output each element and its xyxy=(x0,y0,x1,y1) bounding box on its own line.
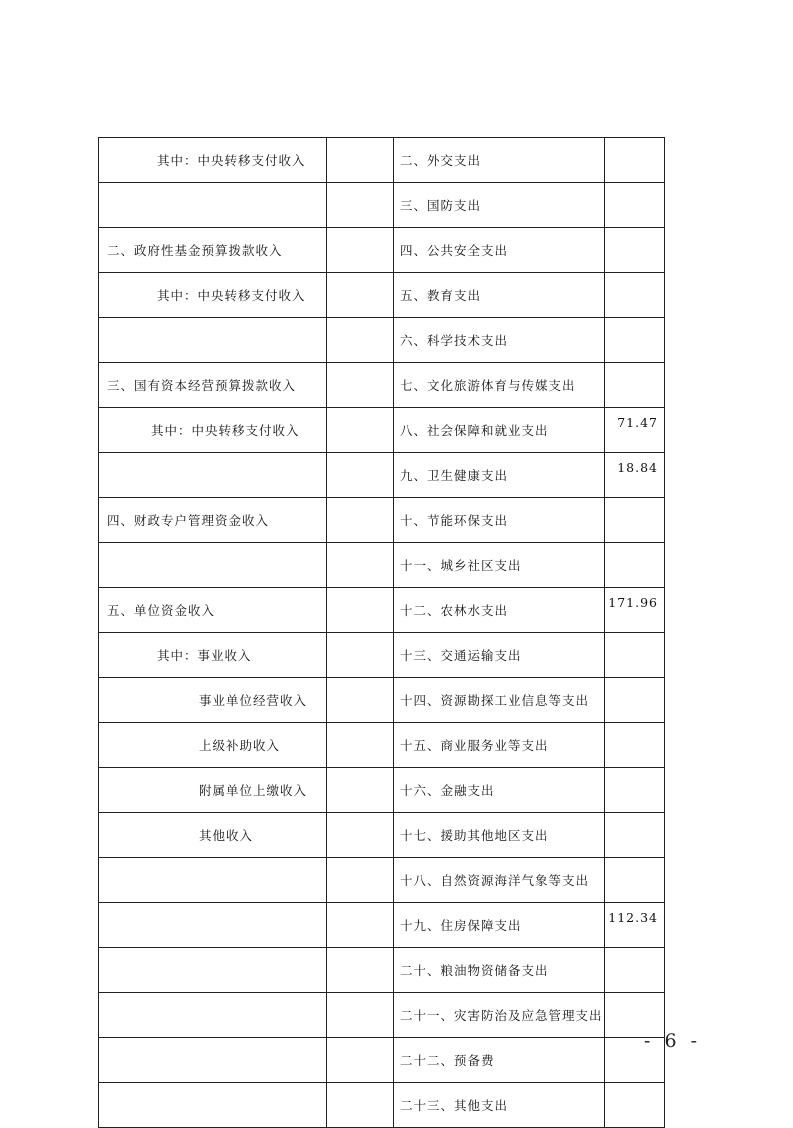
budget-table xyxy=(98,137,665,1128)
expense-item-cell: 十七、援助其他地区支出 xyxy=(394,813,605,858)
expense-item-cell: 十八、自然资源海洋气象等支出 xyxy=(394,858,605,903)
expense-item-cell: 五、教育支出 xyxy=(394,273,605,318)
expense-amount-cell xyxy=(605,948,665,993)
income-item-cell: 四、财政专户管理资金收入 xyxy=(99,498,327,543)
income-amount-cell xyxy=(327,903,394,948)
income-item-cell: 上级补助收入 xyxy=(99,723,327,768)
table-row xyxy=(99,633,665,678)
income-amount-cell xyxy=(327,948,394,993)
table-row xyxy=(99,678,665,723)
income-amount-cell xyxy=(327,453,394,498)
expense-amount-cell xyxy=(605,228,665,273)
expense-item-cell: 二、外交支出 xyxy=(394,138,605,183)
income-item-cell: 其中：中央转移支付收入 xyxy=(99,408,327,453)
table-row xyxy=(99,543,665,588)
expense-item-cell: 八、社会保障和就业支出 xyxy=(394,408,605,453)
expense-item-cell: 六、科学技术支出 xyxy=(394,318,605,363)
income-amount-cell xyxy=(327,228,394,273)
expense-item-cell: 十三、交通运输支出 xyxy=(394,633,605,678)
table-row xyxy=(99,813,665,858)
expense-item-cell: 十五、商业服务业等支出 xyxy=(394,723,605,768)
expense-amount-cell: 171.96 xyxy=(605,588,665,633)
income-amount-cell xyxy=(327,723,394,768)
income-item-cell: 其中：中央转移支付收入 xyxy=(99,273,327,318)
page-number: - 6 - xyxy=(644,1030,702,1052)
income-item-cell: 五、单位资金收入 xyxy=(99,588,327,633)
income-amount-cell xyxy=(327,318,394,363)
table-row xyxy=(99,408,665,453)
expense-amount-cell: 112.34 xyxy=(605,903,665,948)
income-item-cell: 事业单位经营收入 xyxy=(99,678,327,723)
budget-table-body xyxy=(99,138,665,1128)
expense-item-cell: 十、节能环保支出 xyxy=(394,498,605,543)
income-item-cell: 其中：事业收入 xyxy=(99,633,327,678)
income-item-cell xyxy=(99,1083,327,1128)
income-amount-cell xyxy=(327,633,394,678)
expense-amount-cell: 18.84 xyxy=(605,453,665,498)
expense-item-cell: 九、卫生健康支出 xyxy=(394,453,605,498)
income-amount-cell xyxy=(327,1083,394,1128)
expense-item-cell: 二十二、预备费 xyxy=(394,1038,605,1083)
expense-amount-cell xyxy=(605,543,665,588)
income-amount-cell xyxy=(327,183,394,228)
table-row xyxy=(99,228,665,273)
table-row xyxy=(99,948,665,993)
expense-item-cell: 二十三、其他支出 xyxy=(394,1083,605,1128)
expense-item-cell: 十一、城乡社区支出 xyxy=(394,543,605,588)
table-row xyxy=(99,1038,665,1083)
expense-amount-cell xyxy=(605,768,665,813)
expense-amount-cell xyxy=(605,138,665,183)
expense-item-cell: 二十一、灾害防治及应急管理支出 xyxy=(394,993,605,1038)
income-item-cell xyxy=(99,858,327,903)
income-item-cell: 二、政府性基金预算拨款收入 xyxy=(99,228,327,273)
income-item-cell xyxy=(99,183,327,228)
expense-amount-cell xyxy=(605,723,665,768)
expense-item-cell: 十九、住房保障支出 xyxy=(394,903,605,948)
income-amount-cell xyxy=(327,273,394,318)
table-row xyxy=(99,1083,665,1128)
table-row xyxy=(99,453,665,498)
income-item-cell xyxy=(99,543,327,588)
income-item-cell: 其他收入 xyxy=(99,813,327,858)
expense-item-cell: 十六、金融支出 xyxy=(394,768,605,813)
income-amount-cell xyxy=(327,768,394,813)
expense-amount-cell xyxy=(605,363,665,408)
income-item-cell xyxy=(99,993,327,1038)
income-amount-cell xyxy=(327,363,394,408)
expense-amount-cell xyxy=(605,318,665,363)
income-item-cell xyxy=(99,1038,327,1083)
table-row xyxy=(99,183,665,228)
table-row xyxy=(99,588,665,633)
expense-amount-cell xyxy=(605,813,665,858)
income-amount-cell xyxy=(327,498,394,543)
expense-amount-cell xyxy=(605,183,665,228)
expense-item-cell: 七、文化旅游体育与传媒支出 xyxy=(394,363,605,408)
expense-amount-cell xyxy=(605,498,665,543)
expense-item-cell: 二十、粮油物资储备支出 xyxy=(394,948,605,993)
income-item-cell xyxy=(99,318,327,363)
expense-amount-cell xyxy=(605,1083,665,1128)
income-item-cell xyxy=(99,903,327,948)
expense-item-cell: 十二、农林水支出 xyxy=(394,588,605,633)
table-row xyxy=(99,273,665,318)
expense-item-cell: 三、国防支出 xyxy=(394,183,605,228)
expense-item-cell: 四、公共安全支出 xyxy=(394,228,605,273)
income-item-cell: 三、国有资本经营预算拨款收入 xyxy=(99,363,327,408)
income-amount-cell xyxy=(327,543,394,588)
expense-amount-cell xyxy=(605,858,665,903)
income-amount-cell xyxy=(327,408,394,453)
income-item-cell xyxy=(99,948,327,993)
expense-item-cell: 十四、资源勘探工业信息等支出 xyxy=(394,678,605,723)
income-amount-cell xyxy=(327,138,394,183)
expense-amount-cell xyxy=(605,678,665,723)
expense-amount-cell xyxy=(605,273,665,318)
table-row xyxy=(99,993,665,1038)
expense-amount-cell: 71.47 xyxy=(605,408,665,453)
table-row xyxy=(99,318,665,363)
income-amount-cell xyxy=(327,1038,394,1083)
income-amount-cell xyxy=(327,858,394,903)
table-row xyxy=(99,363,665,408)
table-row xyxy=(99,858,665,903)
expense-amount-cell xyxy=(605,633,665,678)
income-item-cell: 附属单位上缴收入 xyxy=(99,768,327,813)
income-amount-cell xyxy=(327,993,394,1038)
table-row xyxy=(99,768,665,813)
table-row xyxy=(99,903,665,948)
table-row xyxy=(99,138,665,183)
table-row xyxy=(99,498,665,543)
income-amount-cell xyxy=(327,813,394,858)
income-item-cell xyxy=(99,453,327,498)
income-amount-cell xyxy=(327,588,394,633)
table-row xyxy=(99,723,665,768)
income-item-cell: 其中：中央转移支付收入 xyxy=(99,138,327,183)
income-amount-cell xyxy=(327,678,394,723)
